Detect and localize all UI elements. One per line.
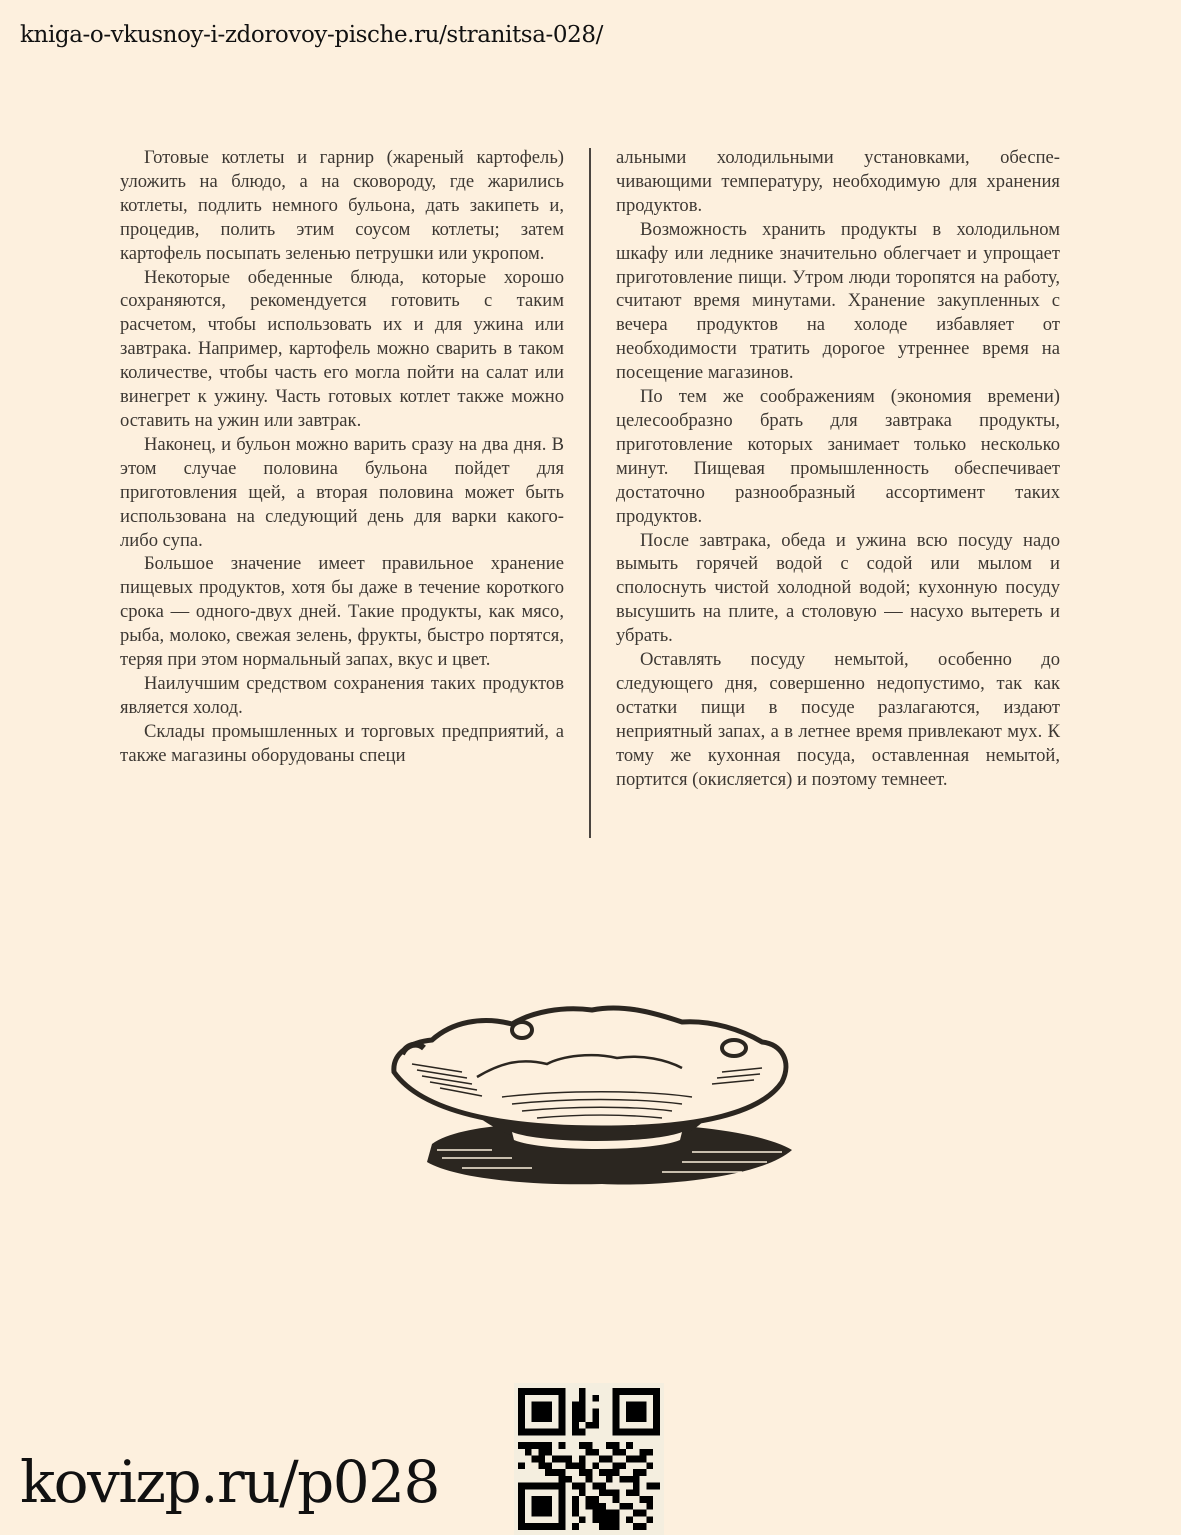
- paragraph: Наилучшим средством сохранения таких продуктов является холод.: [120, 672, 564, 718]
- plate-bowl-engraving-icon: [362, 972, 832, 1232]
- left-column: [120, 146, 564, 768]
- paragraph: Наконец, и бульон можно варить сразу на два дня. В этом случае половина бульона пойдет для приготовления щей, а вторая половина может быть использована на следующий день для варки какого-либо супа.: [120, 433, 564, 551]
- page-url: kniga-o-vkusnoy-i-zdorovoy-pische.ru/stranitsa-028/: [20, 22, 603, 48]
- paragraph: Склады промышленных и торговых предприятий, а также магазины оборудованы специ: [120, 720, 564, 766]
- paragraph: По тем же соображениям (экономия времени) целесообразно брать для завтрака продукты, приготовление которых занимает только несколько минут. Пищевая промышленность обеспечивает достаточно разнообразный ассортимент таких продуктов.: [616, 386, 1060, 527]
- paragraph: После завтрака, обеда и ужина всю посуду надо вымыть горячей водой с содой или мылом и сполоснуть чистой холодной водой; кухонную посуду высушить на плите, а столовую — насухо вытереть и убрать.: [616, 529, 1060, 647]
- paragraph: Готовые котлеты и гарнир (жареный картофель) уложить на блюдо, а на сковороду, где жарились котлеты, подлить немного бульона, дать закипеть и, процедив, полить этим соусом котлеты; затем картофель посыпать зеленью петрушки или укропом.: [120, 147, 564, 264]
- paragraph: Оставлять посуду немытой, особенно до следующего дня, совершенно недопустимо, так как остатки пищи в посуде разлагаются, издают неприятный запах, а в летнее время привлекают мух. К тому же кухонная посуда, оставленная немытой, портится (окисляется) и поэтому темнеет.: [616, 649, 1060, 790]
- column-divider: [589, 148, 591, 838]
- paragraph: Некоторые обеденные блюда, которые хорошо сохраняются, рекомендуется готовить с таким расчетом, чтобы использовать их и для ужина или завтрака. Например, картофель можно сварить в таком количестве, чтобы часть его могла пойти на салат или винегрет к ужину. Часть готовых котлет также можно оставить на ужин или завтрак.: [120, 266, 564, 431]
- short-url: kovizp.ru/p028: [20, 1448, 439, 1516]
- qr-code-icon: [514, 1383, 664, 1535]
- paragraph: Большое значение имеет правильное хранение пищевых продуктов, хотя бы даже в течение короткого срока — одного-двух дней. Такие продукты, как мясо, рыба, молоко, свежая зелень, фрукты, быстро портятся, теряя при этом нормальный запах, вкус и цвет.: [120, 553, 564, 671]
- paragraph: Возможность хранить продукты в холодильном шкафу или леднике значительно облегчает и упрощает приготовление пищи. Утром люди торопятся на работу, считают время минутами. Хранение закупленных с вечера продуктов на холоде избавляет от необходимости тратить дорогое утреннее время на посещение магазинов.: [616, 218, 1060, 384]
- right-column: [616, 146, 1060, 791]
- paragraph-continued: альными холодильными установками, обеспечивающими температуру, необходимую для хранения продуктов.: [616, 147, 1060, 216]
